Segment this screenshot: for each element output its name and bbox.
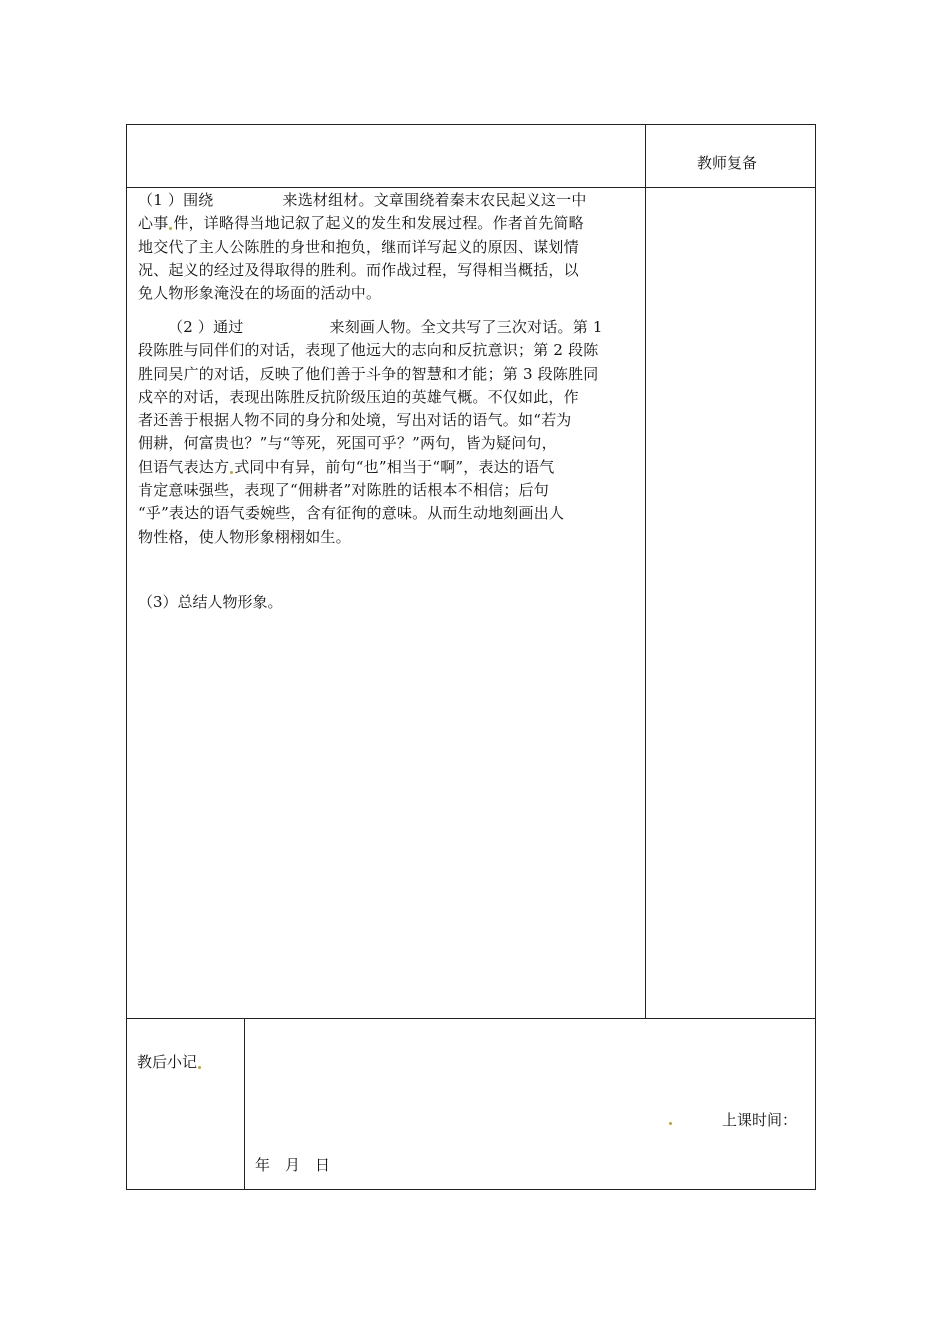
paragraph-2 <box>138 316 603 549</box>
paragraph-2-line-4: 戍卒的对话，表现出陈胜反抗阶级压迫的英雄气概。不仅如此，作 <box>138 387 579 406</box>
paragraph-2-line-2: 段陈胜与同伴们的对话，表现了他远大的志向和反抗意识；第 2 段陈 <box>138 341 599 360</box>
marker-dot <box>230 471 233 474</box>
paragraph-2-line-10: 物性格，使人物形象栩栩如生。 <box>138 527 351 546</box>
column-divider <box>645 124 646 1019</box>
paragraph-2-text: 但语气表达方 <box>138 457 230 476</box>
paragraph-1-text: 心事 <box>138 214 169 233</box>
paragraph-1-text: 来选材组材。文章围绕着秦末农民起义这一中 <box>282 191 587 209</box>
paragraph-1-line-4: 况、起义的经过及得取得的胜利。而作战过程，写得相当概括，以 <box>138 260 579 279</box>
paragraph-1-line-1 <box>138 189 587 212</box>
paragraph-2-line-7 <box>138 456 603 479</box>
notes-label-text: 教后小记 <box>137 1053 198 1071</box>
notes-label <box>137 1051 202 1074</box>
marker-dot <box>669 1122 672 1125</box>
paragraph-1-line-2 <box>138 212 587 235</box>
paragraph-1 <box>138 189 587 305</box>
paragraph-2-text: 式同中有异，前句“也”相当于“啊”，表达的语气 <box>234 457 555 476</box>
paragraph-2-line-6: 佣耕，何富贵也？”与“等死，死国可乎？”两句，皆为疑问句， <box>138 434 557 453</box>
paragraph-2-line-3: 胜同吴广的对话，反映了他们善于斗争的智慧和才能；第 3 段陈胜同 <box>138 364 599 383</box>
class-time-label: 上课时间： <box>722 1111 798 1129</box>
paragraph-1-line-5: 免人物形象淹没在的场面的活动中。 <box>138 284 382 303</box>
paragraph-2-number: （2 ）通过 <box>168 318 244 336</box>
footer-column-divider <box>244 1018 245 1190</box>
marker-dot <box>169 227 172 230</box>
paragraph-2-line-9: “乎”表达的语气委婉些，含有征徇的意味。从而生动地刻画出人 <box>138 504 565 523</box>
teacher-prep-header: 教师复备 <box>697 154 758 172</box>
header-divider <box>126 187 816 188</box>
paragraph-2-line-1 <box>138 316 603 339</box>
paragraph-3: （3）总结人物形象。 <box>138 593 283 611</box>
paragraph-1-line-3: 地交代了主人公陈胜的身世和抱负，继而详写起义的原因、谋划情 <box>138 237 579 256</box>
paragraph-1-number: （1 ）围绕 <box>138 191 214 209</box>
paragraph-1-text: 件，详略得当地记叙了起义的发生和发展过程。作者首先简略 <box>173 214 584 233</box>
marker-dot <box>198 1066 201 1069</box>
paragraph-2-line-5: 者还善于根据人物不同的身分和处境，写出对话的语气。如“若为 <box>138 411 572 430</box>
footer-divider <box>126 1018 816 1019</box>
date-label: 年 月 日 <box>255 1156 331 1174</box>
paragraph-2-text: 来刻画人物。全文共写了三次对话。第 1 <box>329 318 603 336</box>
paragraph-2-line-8: 肯定意味强些，表现了“佣耕者”对陈胜的话根本不相信；后句 <box>138 481 549 500</box>
